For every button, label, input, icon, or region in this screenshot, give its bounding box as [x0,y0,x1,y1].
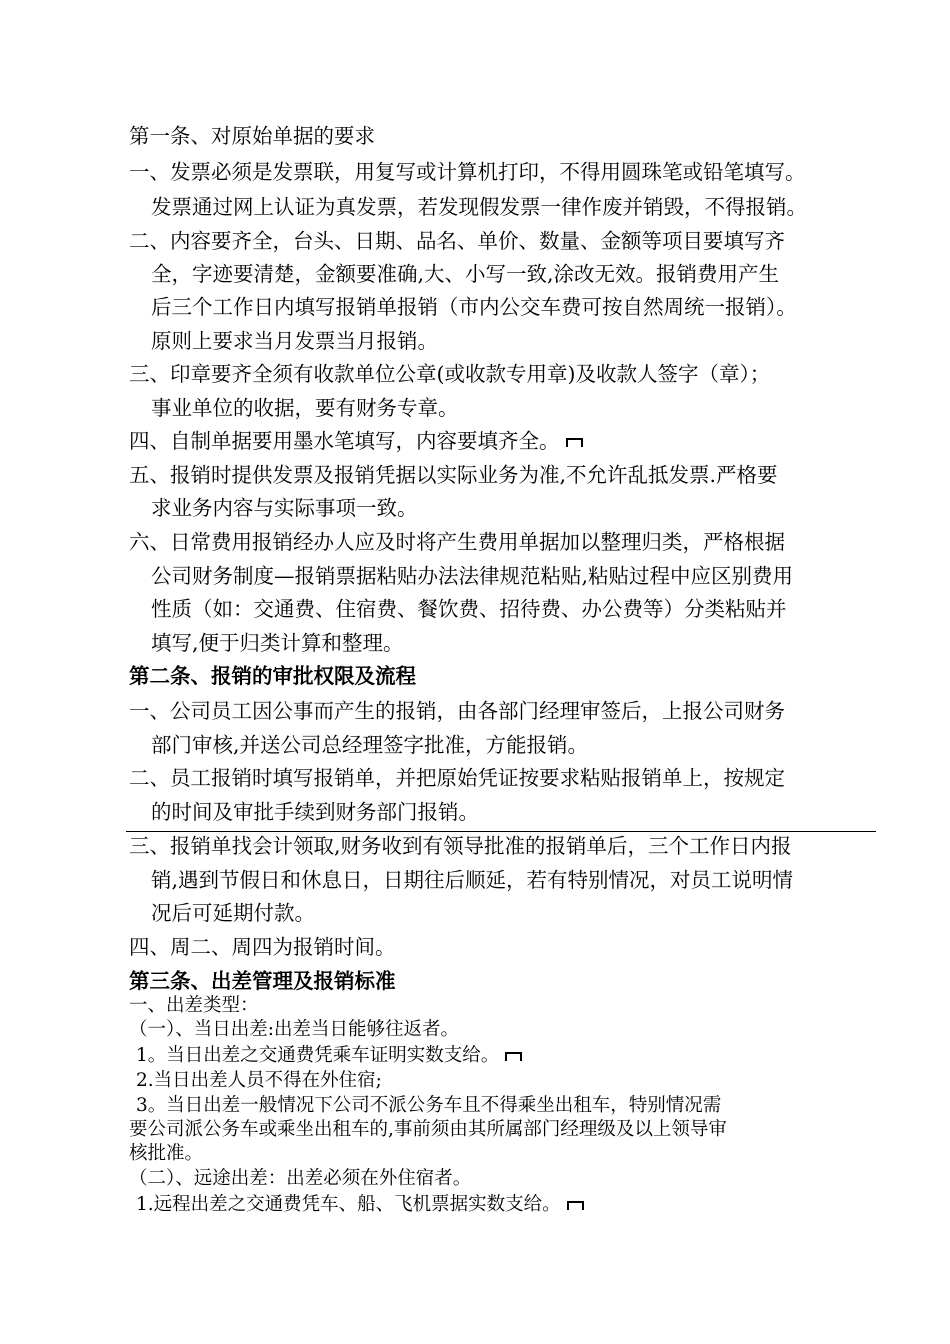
paragraph-line: 核批准。 [129,1143,204,1164]
paragraph-line: 四、周二、周四为报销时间。 [129,935,396,959]
paragraph-line: （一）、当日出差:出差当日能够往返者。 [129,1019,459,1040]
paragraph-line: 求业务内容与实际事项一致。 [151,496,418,520]
paragraph-line: 发票通过网上认证为真发票，若发现假发票一律作废并销毁，不得报销。 [151,195,807,219]
paragraph-line: 2.当日出差人员不得在外住宿; [136,1070,382,1091]
paragraph-line: 公司财务制度—报销票据粘贴办法法律规范粘贴,粘贴过程中应区别费用 [151,564,794,588]
paragraph-text: 1.远程出差之交通费凭车、船、飞机票据实数支给。 [136,1194,561,1215]
paragraph-line: 一、出差类型： [129,995,259,1016]
article-2-heading: 第二条、报销的审批权限及流程 [129,664,416,688]
paragraph-text: 1。当日出差之交通费凭乘车证明实数支给。 [136,1045,500,1066]
paragraph-line: 的时间及审批手续到财务部门报销。 [151,800,479,824]
paragraph-line: 一、公司员工因公事而产生的报销，由各部门经理审签后，上报公司财务 [129,699,785,723]
paragraph-line: 二、内容要齐全，台头、日期、品名、单价、数量、金额等项目要填写齐 [129,229,785,253]
article-1-heading: 第一条、对原始单据的要求 [129,124,375,148]
paragraph-line: 填写,便于归类计算和整理。 [151,631,404,655]
paragraph-line: 二、员工报销时填写报销单，并把原始凭证按要求粘贴报销单上，按规定 [129,766,785,790]
paragraph-line: 原则上要求当月发票当月报销。 [151,329,438,353]
paragraph-line: 性质（如：交通费、住宿费、餐饮费、招待费、办公费等）分类粘贴并 [151,597,787,621]
paragraph-line-with-mark [136,1045,522,1066]
paragraph-mark-icon [566,438,583,447]
paragraph-line: 全，字迹要清楚，金额要准确,大、小写一致,涂改无效。报销费用产生 [151,262,780,286]
paragraph-line: （二）、远途出差：出差必须在外住宿者。 [129,1168,472,1189]
paragraph-line: 销,遇到节假日和休息日，日期往后顺延，若有特别情况，对员工说明情 [151,868,794,892]
paragraph-line: 部门审核,并送公司总经理签字批准，方能报销。 [151,733,589,757]
paragraph-line: 六、日常费用报销经办人应及时将产生费用单据加以整理归类，严格根据 [129,530,785,554]
article-3-heading: 第三条、出差管理及报销标准 [129,969,396,993]
paragraph-line-with-mark [136,1194,584,1215]
paragraph-line: 事业单位的收据，要有财务专章。 [151,396,459,420]
paragraph-line: 一、发票必须是发票联，用复写或计算机打印，不得用圆珠笔或铅笔填写。 [129,160,806,184]
paragraph-line: 要公司派公务车或乘坐出租车的,事前须由其所属部门经理级及以上领导审 [129,1119,727,1140]
paragraph-text: 四、自制单据要用墨水笔填写，内容要填齐全。 [129,429,560,453]
paragraph-line: 三、报销单找会计领取,财务收到有领导批准的报销单后，三个工作日内报 [129,834,792,858]
horizontal-rule [126,831,876,832]
paragraph-line: 3。当日出差一般情况下公司不派公务车且不得乘坐出租车，特别情况需 [136,1095,722,1116]
paragraph-mark-icon [505,1052,522,1061]
paragraph-line: 三、印章要齐全须有收款单位公章(或收款专用章)及收款人签字（章）； [129,362,771,386]
paragraph-line-with-mark [129,429,583,453]
paragraph-line: 况后可延期付款。 [151,901,315,925]
paragraph-line: 五、报销时提供发票及报销凭据以实际业务为准,不允许乱抵发票.严格要 [129,463,778,487]
paragraph-mark-icon [567,1201,584,1210]
paragraph-line: 后三个工作日内填写报销单报销（市内公交车费可按自然周统一报销）。 [151,295,797,319]
